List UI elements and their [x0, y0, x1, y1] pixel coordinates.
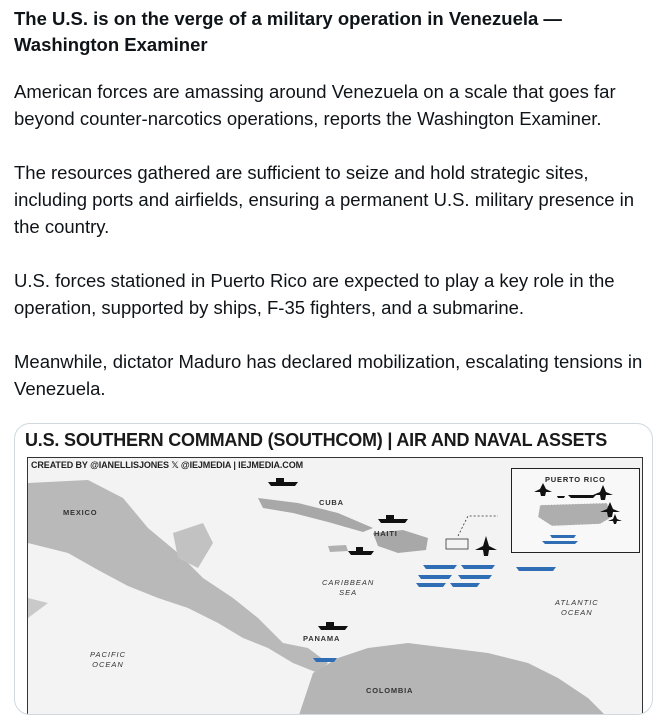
- map-image: [27, 457, 643, 715]
- label-panama: PANAMA: [303, 634, 341, 643]
- label-caribbean-line2: SEA: [339, 588, 358, 597]
- inset-connector: [458, 516, 498, 536]
- puerto-rico-land: [538, 503, 612, 526]
- media-card[interactable]: [14, 423, 653, 715]
- inset-graphic: [512, 469, 639, 552]
- label-colombia: COLOMBIA: [366, 686, 414, 695]
- label-caribbean-line1: CARIBBEAN: [322, 578, 375, 587]
- label-pacific-line2: OCEAN: [92, 660, 124, 669]
- label-haiti: HAITI: [374, 529, 398, 538]
- post-body: [14, 6, 654, 429]
- infographic-title: U.S. SOUTHERN COMMAND (SOUTHCOM) | AIR AND NAVAL ASSETS: [25, 430, 608, 450]
- label-cuba: CUBA: [319, 498, 344, 507]
- puerto-rico-inset: [511, 468, 640, 553]
- label-atlantic-line1: ATLANTIC: [555, 598, 599, 607]
- jamaica-land: [328, 545, 348, 552]
- label-pacific-ocean: [90, 650, 126, 670]
- aircraft-icons: [475, 536, 497, 556]
- label-pacific-line1: PACIFIC: [90, 650, 127, 659]
- label-puerto-rico: PUERTO RICO: [545, 475, 606, 484]
- post-paragraph: U.S. forces stationed in Puerto Rico are expected to play a key role in the operation, supported by ships, F-35 fighters, and a submarine.: [14, 270, 615, 318]
- land-fragment: [28, 598, 48, 618]
- puerto-rico-marker: [446, 539, 468, 549]
- post-headline: The U.S. is on the verge of a military operation in Venezuela — Washington Examiner: [14, 8, 562, 55]
- label-mexico: MEXICO: [63, 508, 98, 517]
- label-atlantic-ocean: [555, 598, 599, 618]
- label-atlantic-line2: OCEAN: [561, 608, 593, 617]
- post-paragraph: American forces are amassing around Venezuela on a scale that goes far beyond counter-narcotics operations, reports the Washington Examiner.: [14, 81, 616, 129]
- cuba-land: [258, 498, 373, 532]
- inset-ships: [542, 535, 578, 544]
- post-paragraph: Meanwhile, dictator Maduro has declared mobilization, escalating tensions in Venezuela.: [14, 351, 643, 399]
- label-caribbean-sea: [322, 578, 374, 598]
- post-paragraph: The resources gathered are sufficient to seize and hold strategic sites, including ports and airfields, ensuring a permanent U.S. military presence in the country.: [14, 162, 635, 237]
- south-america-land: [298, 643, 608, 715]
- infographic-credit: CREATED BY @IANELLISJONES 𝕏 @IEJMEDIA | IEJMEDIA.COM: [31, 460, 303, 470]
